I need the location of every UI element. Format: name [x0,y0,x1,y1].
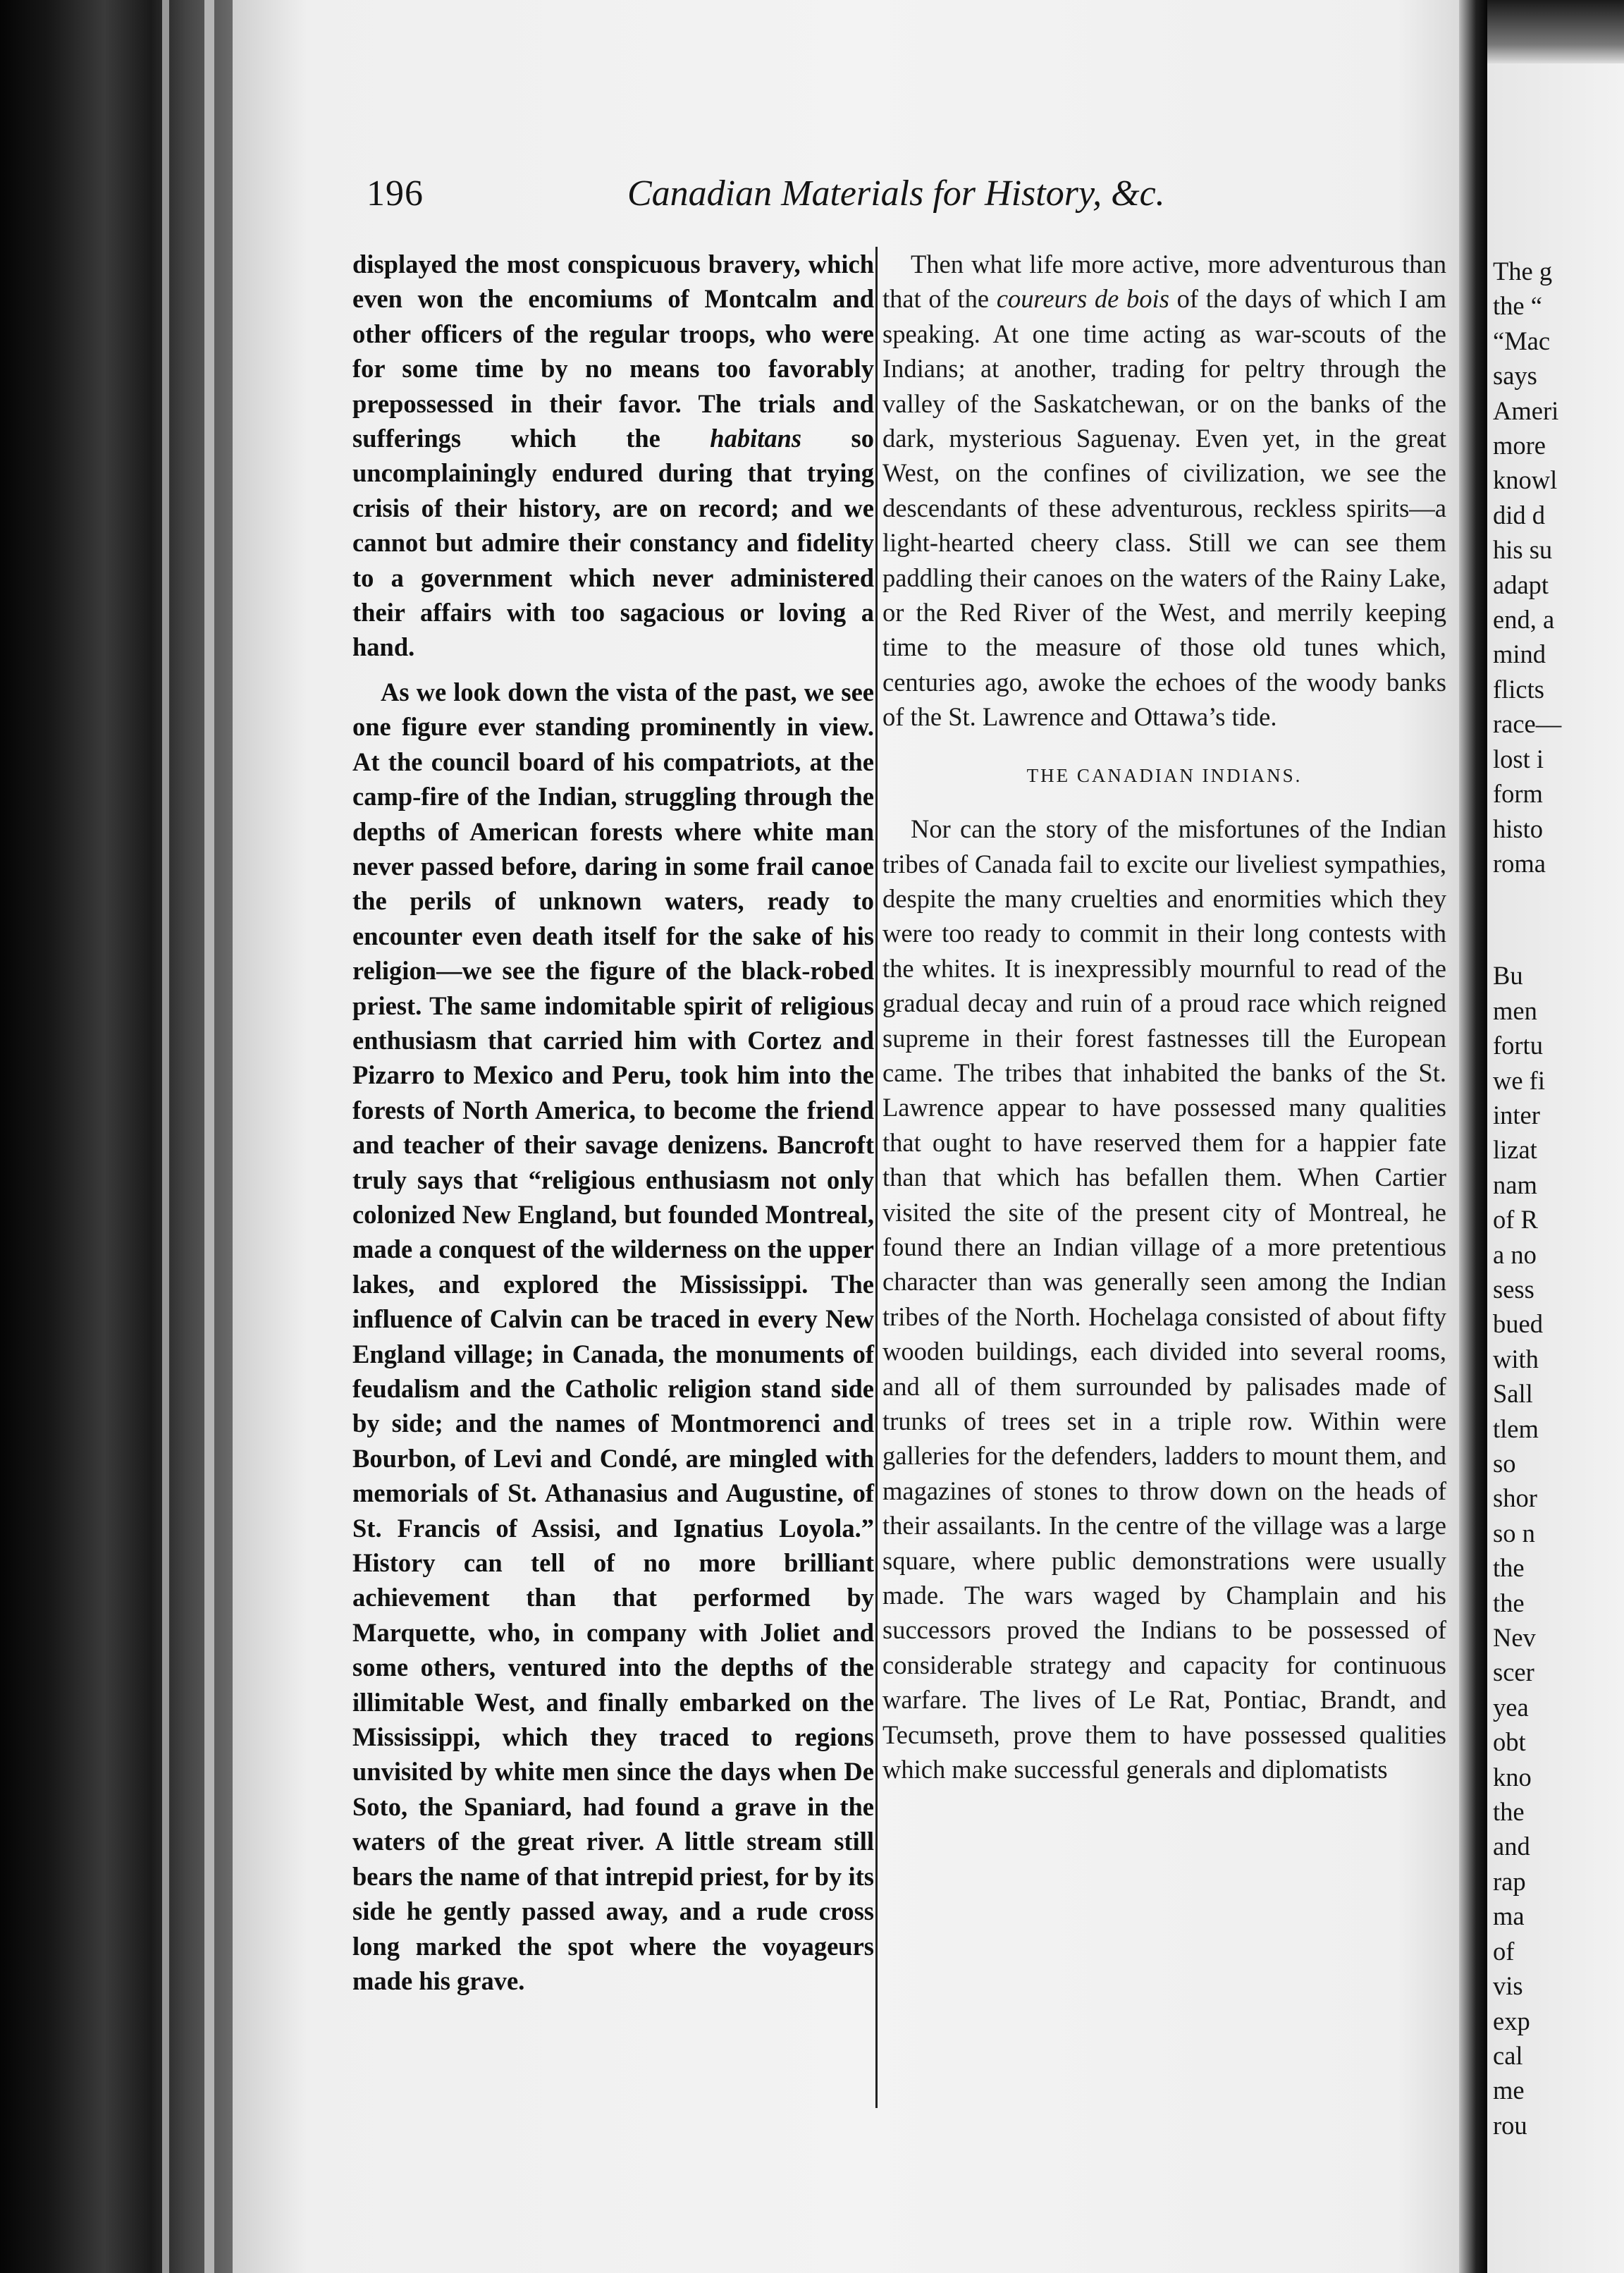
italic-term: coureurs de bois [996,284,1169,314]
adjacent-line-fragment: roma [1493,848,1546,878]
adjacent-line-fragment: rou [1493,2110,1527,2140]
adjacent-line-fragment: The g [1493,257,1553,286]
page-number: 196 [367,173,424,214]
left-paragraph-2: As we look down the vista of the past, we see one figure ever standing prominently in view. At the council board of his compatriots, at the camp-fire of the Indian, struggling through the depths of American forests where white man never passed before, daring in some frail canoe the perils of unknown waters, ready to encounter even death itself for the sake of his religion—we see the figure of the black-robed priest. The same indomitable spirit of religious enthusiasm that carried him with Cortez and Pizarro to Mexico and Peru, took him into the forests of North America, to become the friend and teacher of their savage denizens. Bancroft truly says that “religious enthusiasm not only colonized New England, but founded Montreal, made a conquest of the wilderness on the upper lakes, and explored the Mississippi. The influence of Calvin can be traced in every New England village; in Canada, the monuments of feudalism and the Catholic religion stand side by side; and the names of Montmorenci and Bourbon, of Levi and Condé, are mingled with memorials of St. Athanasius and Augustine, of St. Francis of Assisi, and Ignatius Loyola.” History can tell of no more brilliant achievement than that performed by Marquette, who, in company with Joliet and some others, ventured into the depths of the illimitable West, and finally embarked on the Mississippi, which they traced to regions unvisited by white men since the days when De Soto, the Spaniard, had found a grave in the waters of the great river. A little stream still bears the name of that intrepid priest, for by its side he gently passed away, and a rude cross long marked the spot where the voyageurs made his grave. [352,677,874,1995]
adjacent-line-fragment: kno [1493,1762,1532,1791]
adjacent-line-fragment: his su [1493,535,1553,565]
adjacent-line-fragment: ma [1493,1901,1525,1931]
adjacent-line-fragment: mind [1493,639,1546,669]
adjacent-line-fragment: Nev [1493,1623,1536,1653]
adjacent-line-fragment: lost i [1493,744,1544,773]
page-gutter-shadow [1459,0,1487,2273]
adjacent-line-fragment: flicts [1493,674,1544,704]
italic-term: habitans [710,424,802,453]
spine-edge-line [204,0,214,2273]
adjacent-line-fragment: nam [1493,1170,1537,1199]
adjacent-page-top-shadow [1487,0,1624,63]
adjacent-line-fragment: did d [1493,500,1546,529]
left-column [352,247,874,1998]
book-spine-shadow [0,0,233,2273]
adjacent-line-fragment: sess [1493,1274,1534,1304]
adjacent-line-fragment: of R [1493,1205,1538,1234]
adjacent-line-fragment: with [1493,1344,1539,1373]
adjacent-line-fragment: yea [1493,1692,1529,1722]
adjacent-line-fragment: tlem [1493,1414,1539,1443]
adjacent-line-fragment: the “ [1493,291,1542,321]
adjacent-line-fragment: Sall [1493,1379,1533,1409]
adjacent-page-fragment [1487,0,1624,2273]
adjacent-line-fragment: cal [1493,2040,1523,2070]
adjacent-line-fragment: inter [1493,1100,1540,1129]
adjacent-line-fragment: form [1493,779,1543,809]
text-run: of the days of which I am speaking. At one time acting as war-scouts of the Indians; at another, trading for peltry through the valley of the Saskatchewan, or on the banks of the dark, mysterious Saguenay. Even yet, in the great West, on the confines of civilization, we see the descendants of these adventurous, reckless spirits—a light-hearted cheery class. Still we can see them paddling their canoes on the waters of the Rainy Lake, or the Red River of the West, and merrily keeping time to the measure of those old tunes which, centuries ago, awoke the echoes of the woody banks of the St. Lawrence and Ottawa’s tide. [882,284,1446,732]
adjacent-line-fragment: shor [1493,1483,1537,1513]
adjacent-line-fragment: rap [1493,1866,1526,1896]
adjacent-line-fragment: so n [1493,1518,1535,1548]
adjacent-line-fragment: race— [1493,709,1562,739]
adjacent-line-fragment: exp [1493,2006,1530,2035]
adjacent-line-fragment: scer [1493,1658,1534,1687]
adjacent-line-fragment: of [1493,1936,1515,1966]
spine-edge-line [162,0,169,2273]
adjacent-page-text [1493,254,1624,2143]
adjacent-gap [1493,881,1624,958]
adjacent-line-fragment: me [1493,2076,1525,2105]
adjacent-line-fragment: Bu [1493,961,1523,991]
text-run: displayed the most conspicuous bravery, which even won the encomiums of Montcalm and other officers of the regular troops, who were for some time by no means too favorably prepossessed in their favor. The trials and sufferings which the [352,250,874,453]
section-heading: THE CANADIAN INDIANS. [1026,764,1303,786]
adjacent-line-fragment: histo [1493,814,1543,843]
adjacent-line-fragment: adapt [1493,570,1549,599]
adjacent-line-fragment: the [1493,1588,1525,1617]
adjacent-line-fragment: a no [1493,1239,1537,1269]
adjacent-line-fragment: bued [1493,1309,1543,1339]
adjacent-line-fragment: the [1493,1553,1525,1583]
text-run: so uncomplainingly endured during that trying crisis of their history, are on record; and we cannot but admire their constancy and fidelity to a government which never administered their affairs with too sagacious or loving a hand. [352,424,874,662]
adjacent-line-fragment: lizat [1493,1135,1537,1165]
text-run: Then what life more active, more adventurous than that of the [882,250,1446,314]
adjacent-line-fragment: men [1493,995,1537,1025]
adjacent-line-fragment: we fi [1493,1065,1545,1095]
running-title: Canadian Materials for History, &c. [627,173,1165,214]
right-paragraph-2: Nor can the story of the misfortunes of the Indian tribes of Canada fail to excite our liveliest sympathies, despite the many cruelties and enormities which they were too ready to commit in their long contests with the whites. It is inexpressibly mournful to read of the gradual decay and ruin of a proud race which reigned supreme in their forest fastnesses till the European came. The tribes that inhabited the banks of the St. Lawrence appear to have possessed many qualities that ought to have reserved them for a happier fate than that which has befallen them. When Cartier visited the site of the present city of Montreal, he found there an Indian village of a more pretentious character than was generally seen among the Indian tribes of the North. Hochelaga consisted of about fifty wooden buildings, each divided into several rooms, and all of them surrounded by palisades made of trunks of trees set in a triple row. Within were galleries for the defenders, ladders to mount them, and magazines of stones to throw down on the heads of their assailants. In the centre of the village was a large square, where public demonstrations were usually made. The wars waged by Champlain and his successors proved the Indians to be possessed of considerable strategy and capacity for continuous warfare. The lives of Le Rat, Pontiac, Brandt, and Tecumseth, prove them to have possessed qualities which make successful generals and diplomatists [882,814,1446,1784]
right-paragraph-1 [882,247,1446,735]
adjacent-line-fragment: obt [1493,1727,1526,1757]
adjacent-line-fragment: says [1493,361,1537,391]
adjacent-line-fragment: “Mac [1493,326,1551,355]
page-header [367,173,1212,229]
adjacent-line-fragment: fortu [1493,1031,1543,1060]
adjacent-line-fragment: knowl [1493,465,1558,495]
adjacent-line-fragment: Ameri [1493,396,1559,425]
adjacent-line-fragment: so [1493,1449,1516,1478]
right-column [882,247,1446,1787]
adjacent-line-fragment: and [1493,1832,1530,1861]
column-divider [875,247,878,2108]
left-paragraph-1 [352,247,874,665]
adjacent-line-fragment: end, a [1493,605,1555,635]
adjacent-line-fragment: vis [1493,1971,1523,2001]
adjacent-line-fragment: the [1493,1797,1525,1827]
adjacent-line-fragment: more [1493,431,1546,460]
